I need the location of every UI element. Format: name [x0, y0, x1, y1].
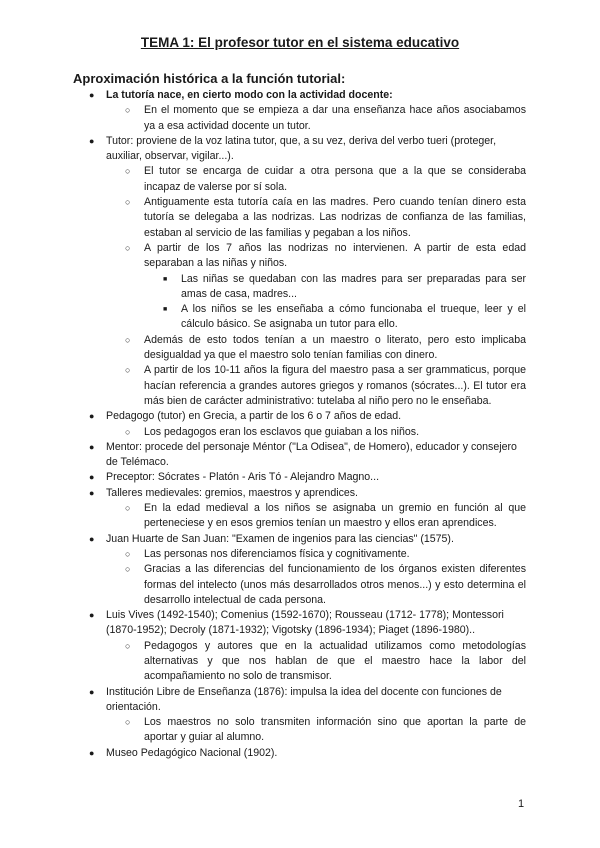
disc-bullet-icon: ●: [89, 686, 95, 697]
outline-item-level-2: [125, 547, 526, 562]
outline-item-level-2: [125, 241, 526, 272]
outline-item-text: Las personas nos diferenciamos física y cognitivamente.: [144, 547, 410, 560]
outline-list: [0, 88, 600, 761]
square-bullet-icon: ■: [163, 306, 168, 314]
circle-bullet-icon: ○: [125, 334, 131, 345]
outline-item-text: En el momento que se empieza a dar una enseñanza hace años asociabamos ya a esa actividad docente un tutor.: [144, 104, 526, 132]
outline-item-level-1: [89, 470, 526, 485]
square-bullet-icon: ■: [163, 275, 168, 283]
outline-item-text: Pedagogos y autores que en la actualidad utilizamos como metodologías alternativas y que nos hablan de que el maestro hace la labor del acompañamiento no solo de transmisor.: [144, 639, 526, 683]
outline-item-level-2: [125, 164, 526, 195]
outline-item-text: A partir de los 7 años las nodrizas no intervienen. A partir de esta edad separaban a las niñas y niños.: [144, 241, 526, 270]
outline-item-level-2: [125, 715, 526, 746]
disc-bullet-icon: ●: [89, 472, 95, 483]
circle-bullet-icon: ○: [125, 503, 131, 514]
outline-item-level-2: [125, 363, 526, 409]
disc-bullet-icon: ●: [89, 411, 95, 422]
outline-item-text: Los pedagogos eran los esclavos que guiaban a los niños.: [144, 425, 420, 438]
outline-item-text: Juan Huarte de San Juan: "Examen de ingenios para las ciencias" (1575).: [106, 532, 454, 545]
outline-item-text: El tutor se encarga de cuidar a otra persona que a la que se consideraba incapaz de valerse por sí sola.: [144, 165, 526, 193]
outline-item-level-1: [89, 685, 526, 716]
outline-item-text: Tutor: proviene de la voz latina tutor, que, a su vez, deriva del verbo tueri (proteger, auxiliar, observar, vigilar...).: [106, 134, 497, 163]
outline-item-text: La tutoría nace, en cierto modo con la actividad docente:: [106, 89, 393, 101]
disc-bullet-icon: ●: [89, 90, 95, 100]
page-title: TEMA 1: El profesor tutor en el sistema educativo: [140, 35, 460, 50]
circle-bullet-icon: ○: [125, 166, 131, 177]
outline-item-level-2: [125, 425, 526, 440]
outline-item-text: Museo Pedagógico Nacional (1902).: [106, 746, 278, 759]
outline-item-text: Mentor: procede del personaje Méntor ("La Odisea", de Homero), educador y consejero de Telémaco.: [106, 440, 517, 469]
outline-item-text: Talleres medievales: gremios, maestros y aprendices.: [106, 486, 358, 499]
disc-bullet-icon: ●: [89, 747, 95, 758]
outline-item-text: A los niños se les enseñaba a cómo funcionaba el trueque, leer y el cálculo básico. Se asignaba un tutor para ello.: [181, 303, 526, 331]
circle-bullet-icon: ○: [125, 365, 131, 376]
circle-bullet-icon: ○: [125, 640, 131, 651]
circle-bullet-icon: ○: [125, 426, 131, 437]
outline-item-level-2: [125, 562, 526, 608]
outline-item-level-2: [125, 333, 526, 364]
disc-bullet-icon: ●: [89, 487, 95, 498]
outline-item-level-1: [89, 608, 526, 639]
outline-item-level-3: [163, 272, 526, 303]
disc-bullet-icon: ●: [89, 610, 95, 621]
outline-item-level-2: [125, 501, 526, 532]
circle-bullet-icon: ○: [125, 564, 131, 575]
outline-item-text: Luis Vives (1492-1540); Comenius (1592-1670); Rousseau (1712- 1778); Montessori (1870-1952); Decroly (1871-1932); Vigotsky (1896-1934); Piaget (1896-1980)..: [106, 609, 504, 637]
section-heading: Aproximación histórica a la función tutorial:: [73, 71, 346, 86]
outline-item-text: Las niñas se quedaban con las madres para ser preparadas para ser amas de casa, madres...: [181, 272, 526, 300]
outline-item-text: A partir de los 10-11 años la figura del maestro pasa a ser grammaticus, porque hacían referencia a grandes autores griegos y romanos (sócrates...). El tutor era más bien de carácter administrativo: tutelaba al niño pero no le enseñaba.: [144, 364, 526, 407]
outline-item-level-2: [125, 195, 526, 241]
outline-item-level-1: [89, 486, 526, 501]
outline-item-level-1: [89, 746, 526, 761]
circle-bullet-icon: ○: [125, 717, 131, 728]
outline-item-text: Institución Libre de Enseñanza (1876): impulsa la idea del docente con funciones de orientación.: [106, 685, 502, 713]
outline-item-level-1: [89, 532, 526, 547]
outline-item-level-2: [125, 103, 526, 134]
outline-item-level-2: [125, 639, 526, 685]
outline-item-level-3: [163, 302, 526, 333]
outline-item-text: En la edad medieval a los niños se asignaba un gremio en función al que perteneciese y en esos gremios tenían un maestro y ellos eran aprendices.: [144, 502, 526, 530]
outline-item-level-1: [89, 440, 526, 471]
circle-bullet-icon: ○: [125, 105, 131, 116]
disc-bullet-icon: ●: [89, 533, 95, 544]
outline-item-level-1: [89, 409, 526, 424]
disc-bullet-icon: ●: [89, 135, 95, 146]
circle-bullet-icon: ○: [125, 197, 131, 208]
circle-bullet-icon: ○: [125, 242, 131, 253]
outline-item-text: Preceptor: Sócrates - Platón - Aris Tó - Alejandro Magno...: [106, 471, 380, 484]
disc-bullet-icon: ●: [89, 441, 95, 452]
outline-item-level-1: [89, 134, 526, 165]
outline-item-text: Antiguamente esta tutoría caía en las madres. Pero cuando tenían dinero esta tutoría se delegaba a las nodrizas. Las nodrizas de confianza de las familias, estaban al servicio de las familias y pegaban a los niños.: [144, 196, 526, 239]
outline-item-level-1: [89, 88, 526, 103]
outline-item-text: Los maestros no solo transmiten información sino que aportan la parte de aportar y guiar al alumno.: [144, 716, 526, 744]
outline-item-text: Gracias a las diferencias del funcionamiento de los órganos existen diferentes formas del intelecto (unos más desarrollados otros menos...) y esto determina el desarrollo intelectual de cada persona.: [144, 563, 526, 606]
page-number: 1: [518, 798, 525, 810]
outline-item-text: Además de esto todos tenían a un maestro o literato, pero esto implicaba desigualdad ya que el maestro solo tenían familias con dinero.: [144, 333, 526, 362]
circle-bullet-icon: ○: [125, 548, 131, 559]
outline-item-text: Pedagogo (tutor) en Grecia, a partir de los 6 o 7 años de edad.: [106, 410, 402, 423]
